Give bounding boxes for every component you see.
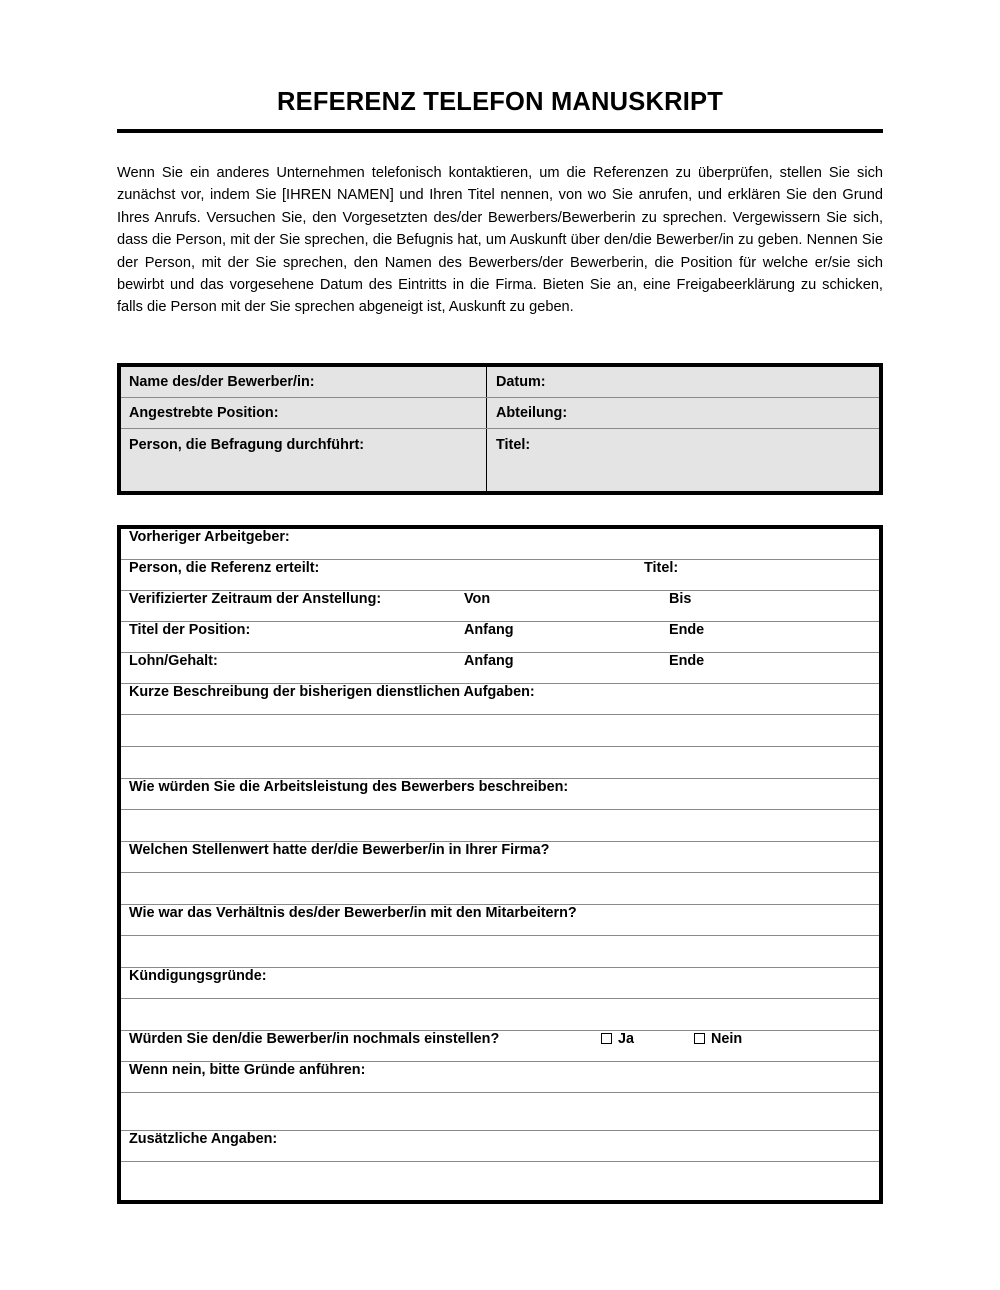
answer-row-termination-reasons[interactable] (121, 999, 879, 1031)
table-row (121, 367, 879, 398)
field-label-department: Abteilung: (496, 404, 568, 421)
table-row (121, 429, 879, 491)
table-row (121, 398, 879, 429)
answer-row-duties-1[interactable] (121, 715, 879, 747)
table-row (121, 905, 879, 936)
field-label-rehire-question: Würden Sie den/die Bewerber/in nochmals einstellen? (129, 1030, 500, 1047)
reference-questionnaire-table (117, 525, 883, 1204)
field-label-position-title: Titel der Position: (129, 621, 251, 638)
field-label-position-end: Ende (669, 621, 705, 638)
answer-row-performance[interactable] (121, 810, 879, 842)
field-label-applicant-name: Name des/der Bewerber/in: (121, 367, 487, 397)
document-content (117, 0, 883, 1204)
checkbox-icon[interactable] (694, 1033, 705, 1044)
rehire-no-option[interactable] (694, 1031, 742, 1047)
field-label-salary-end: Ende (669, 652, 705, 669)
field-label-termination-reasons: Kündigungsgründe: (129, 967, 267, 984)
field-label-interviewer: Person, die Befragung durchführt: (121, 429, 487, 491)
rehire-yes-option[interactable] (601, 1031, 634, 1047)
field-label-date: Datum: (496, 373, 546, 390)
answer-row-no-reasons[interactable] (121, 1093, 879, 1131)
field-label-period-to: Bis (669, 590, 692, 607)
field-label-coworker-relations: Wie war das Verhältnis des/der Bewerber/in mit den Mitarbeitern? (129, 904, 577, 921)
table-row (121, 1031, 879, 1062)
table-row (121, 1062, 879, 1093)
table-row (121, 653, 879, 684)
table-row (121, 591, 879, 622)
field-label-reference-giver: Person, die Referenz erteilt: (129, 559, 320, 576)
field-label-standing-in-company: Welchen Stellenwert hatte der/die Bewerber/in in Ihrer Firma? (129, 841, 550, 858)
answer-row-standing[interactable] (121, 873, 879, 905)
answer-row-coworker-relations[interactable] (121, 936, 879, 968)
table-row (121, 1131, 879, 1162)
answer-row-additional-notes[interactable] (121, 1162, 879, 1200)
field-label-interviewer-title: Titel: (496, 436, 531, 453)
field-label-additional-notes: Zusätzliche Angaben: (129, 1130, 278, 1147)
field-label-employment-period: Verifizierter Zeitraum der Anstellung: (129, 590, 382, 607)
page-title: REFERENZ TELEFON MANUSKRIPT (277, 88, 723, 116)
rehire-no-label: Nein (711, 1030, 743, 1047)
answer-row-duties-2[interactable] (121, 747, 879, 779)
table-row (121, 560, 879, 591)
table-row (121, 968, 879, 999)
table-row (121, 529, 879, 560)
field-label-desired-position: Angestrebte Position: (121, 398, 487, 428)
field-label-previous-employer: Vorheriger Arbeitgeber: (129, 528, 290, 545)
intro-paragraph: Wenn Sie ein anderes Unternehmen telefonisch kontaktieren, um die Referenzen zu überprüfen, stellen Sie sich zunächst vor, indem Sie [IHREN NAMEN] und Ihren Titel nennen, von wo Sie anrufen, und erklären Sie den Grund Ihres Anrufs. Versuchen Sie, den Vorgesetzten des/der Bewerbers/Bewerberin zu sprechen. Vergewissern Sie sich, dass die Person, mit der Sie sprechen, die Befugnis hat, um Auskunft über den/die Bewerber/in zu geben. Nennen Sie der Person, mit der Sie sprechen, den Namen des Bewerbers/der Bewerberin, die Position für welche er/sie sich bewirbt und das vorgesehene Datum des Eintritts in die Firma. Bieten Sie an, eine Freigabeerklärung zu schicken, falls die Person mit der Sie sprechen abgeneigt ist, Auskunft zu geben. (117, 165, 883, 316)
table-row (121, 842, 879, 873)
field-label-reference-giver-title: Titel: (644, 559, 679, 576)
rehire-yes-label: Ja (618, 1030, 635, 1047)
checkbox-icon[interactable] (601, 1033, 612, 1044)
field-label-salary-start: Anfang (464, 652, 514, 669)
table-row (121, 779, 879, 810)
table-row (121, 622, 879, 653)
table-row (121, 684, 879, 715)
field-label-no-reasons: Wenn nein, bitte Gründe anführen: (129, 1061, 366, 1078)
field-label-period-from: Von (464, 590, 491, 607)
field-label-position-start: Anfang (464, 621, 514, 638)
field-label-duties-description: Kurze Beschreibung der bisherigen dienstlichen Aufgaben: (129, 683, 535, 700)
field-label-salary: Lohn/Gehalt: (129, 652, 218, 669)
field-label-performance: Wie würden Sie die Arbeitsleistung des Bewerbers beschreiben: (129, 778, 569, 795)
applicant-info-table (117, 363, 883, 495)
